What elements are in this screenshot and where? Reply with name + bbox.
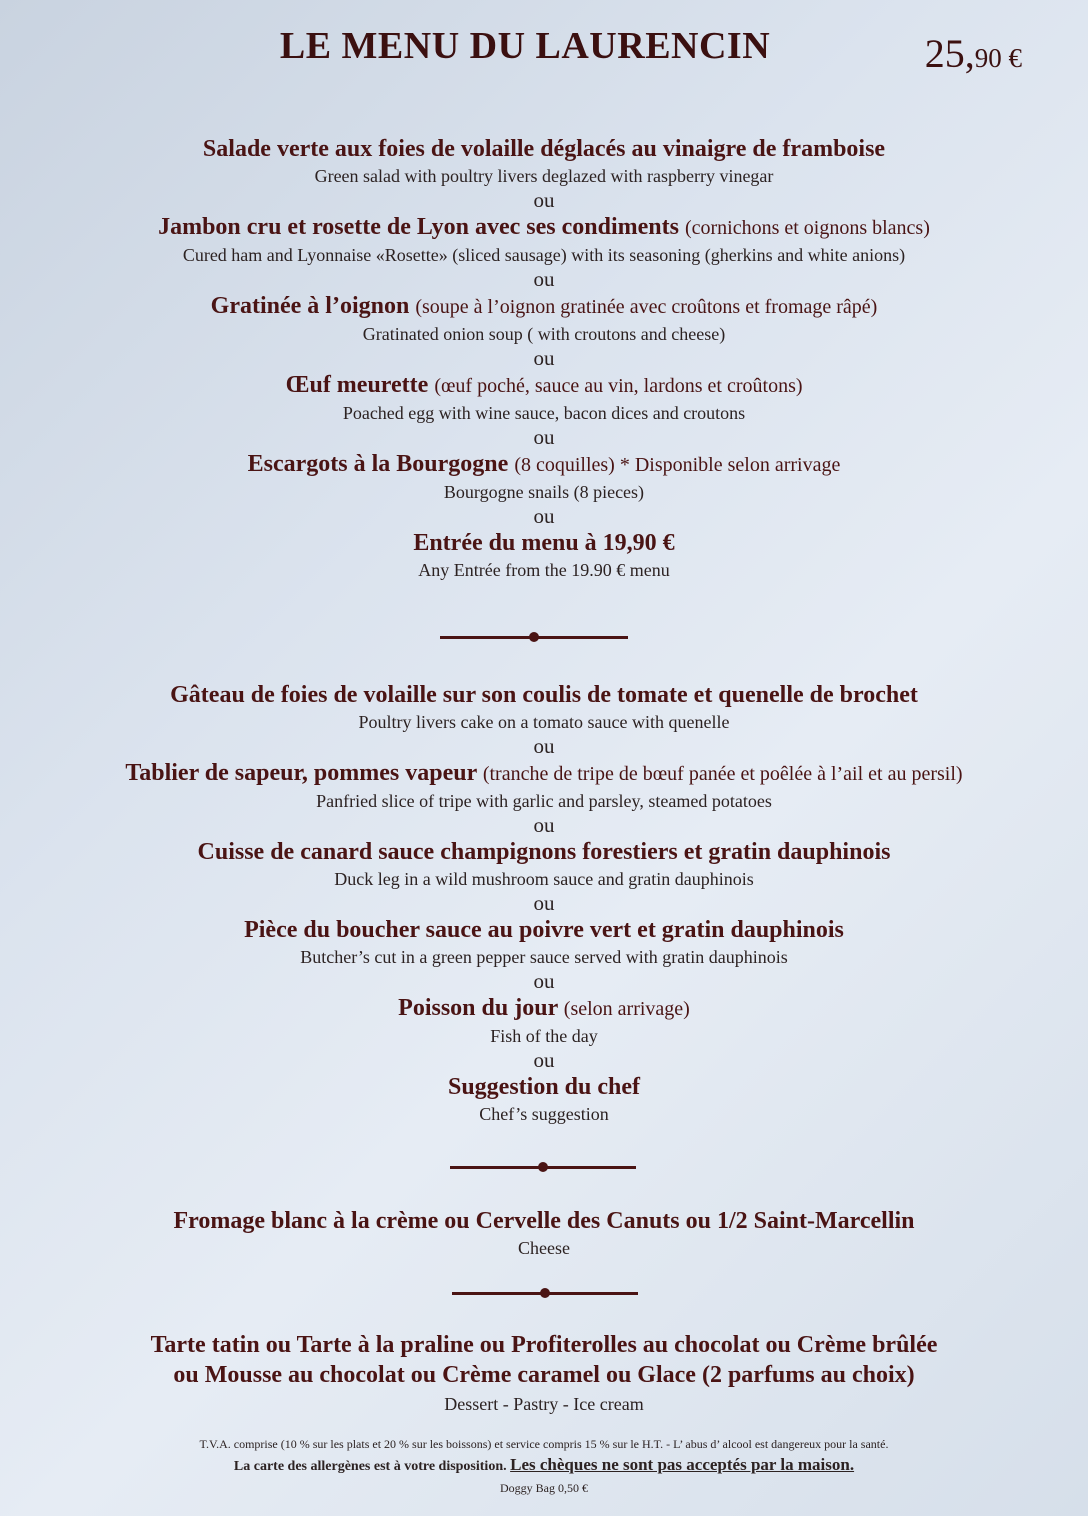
dish-note: (soupe à l’oignon gratinée avec croûtons et fromage râpé) [415,296,878,318]
dish-name: Gratinée à l’oignon [210,293,410,319]
dish-translation: Poached egg with wine sauce, bacon dices and croutons [342,403,746,423]
doggy-bag-notice: Doggy Bag 0,50 € [500,1481,588,1495]
dish-translation: Poultry livers cake on a tomato sauce with quenelle [358,712,730,732]
entree-item [0,449,1088,480]
tva-notice: T.V.A. comprise (10 % sur les plats et 20 % sur les boissons) et service compris 15 % sur le H.T. - L’ abus d’ alcool est dangereux pour la santé. [199,1437,889,1451]
plat-item [0,680,1088,710]
dish-name: Salade verte aux foies de volaille déglacés au vinaigre de framboise [202,136,886,162]
dish-translation: Butcher’s cut in a green pepper sauce served with gratin dauphinois [300,947,788,967]
ou-separator: ou [533,188,555,212]
dessert-line: ou Mousse au chocolat ou Crème caramel ou Glace (2 parfums au choix) [173,1362,915,1388]
dish-name: Jambon cru et rosette de Lyon avec ses condiments [158,214,679,240]
price-main: 25, [924,31,975,76]
dish-name: Escargots à la Bourgogne [247,451,509,477]
section-divider [440,636,628,639]
dish-name: Entrée du menu à 19,90 € [413,530,675,556]
plat-item [0,758,1088,789]
dish-name: Tablier de sapeur, pommes vapeur [125,760,477,786]
divider-dot [538,1162,548,1172]
dish-name: Poisson du jour [398,995,558,1021]
section-divider [452,1292,638,1295]
desserts-section [0,1330,1088,1416]
dish-name: Suggestion du chef [447,1074,641,1100]
menu-title: LE MENU DU LAURENCIN [279,25,771,67]
dish-note: (8 coquilles) * Disponible selon arrivage [514,454,841,476]
entree-item [0,291,1088,322]
dish-note: (œuf poché, sauce au vin, lardons et croûtons) [434,375,803,397]
ou-separator: ou [533,734,555,758]
dish-note: (selon arrivage) [563,998,690,1020]
ou-separator: ou [533,267,555,291]
entree-item [0,528,1088,558]
allergen-notice [0,1454,1088,1478]
dish-name: Gâteau de foies de volaille sur son coulis de tomate et quenelle de brochet [170,682,918,708]
dish-name: Cuisse de canard sauce champignons forestiers et gratin dauphinois [197,839,891,865]
plats-section [0,680,1088,1126]
plat-item [0,993,1088,1024]
plat-item [0,915,1088,945]
ou-separator: ou [533,1048,555,1072]
dish-translation: Cured ham and Lyonnaise «Rosette» (sliced sausage) with its seasoning (gherkins and white anions) [182,245,906,265]
dish-translation: Chef’s suggestion [479,1104,609,1124]
ou-separator: ou [533,969,555,993]
dish-translation: Duck leg in a wild mushroom sauce and gratin dauphinois [334,869,754,889]
entree-item [0,212,1088,243]
dish-translation: Bourgogne snails (8 pieces) [443,482,645,502]
dish-translation: Fish of the day [490,1026,598,1046]
ou-separator: ou [533,813,555,837]
divider-dot [540,1288,550,1298]
cheques-notice: Les chèques ne sont pas acceptés par la maison. [510,1455,855,1474]
dish-translation: Cheese [518,1238,570,1258]
price-cents: 90 € [974,43,1022,73]
fromage-section [0,1206,1088,1260]
dessert-line: Tarte tatin ou Tarte à la praline ou Profiterolles au chocolat ou Crème brûlée [150,1332,938,1358]
ou-separator: ou [533,891,555,915]
divider-dot [529,632,539,642]
dish-note: (tranche de tripe de bœuf panée et poêlée à l’ail et au persil) [482,763,963,785]
dish-translation: Dessert - Pastry - Ice cream [444,1394,644,1414]
plat-item [0,837,1088,867]
dish-translation: Panfried slice of tripe with garlic and parsley, steamed potatoes [316,791,772,811]
dish-name: Œuf meurette [285,372,429,398]
entree-item [0,134,1088,164]
fromage-item: Fromage blanc à la crème ou Cervelle des Canuts ou 1/2 Saint-Marcellin [173,1208,915,1234]
ou-separator: ou [533,504,555,528]
plat-item [0,1072,1088,1102]
entree-item [0,370,1088,401]
menu-price [925,30,1022,77]
dish-translation: Gratinated onion soup ( with croutons and cheese) [362,324,726,344]
ou-separator: ou [533,425,555,449]
section-divider [450,1166,636,1169]
dish-translation: Any Entrée from the 19.90 € menu [418,560,670,580]
entrees-section [0,134,1088,582]
allergen-text: La carte des allergènes est à votre disposition. [233,1459,507,1474]
dish-name: Pièce du boucher sauce au poivre vert et gratin dauphinois [244,917,844,943]
ou-separator: ou [533,346,555,370]
footer [0,1434,1088,1498]
dish-translation: Green salad with poultry livers deglazed with raspberry vinegar [314,166,774,186]
dish-note: (cornichons et oignons blancs) [684,217,930,239]
